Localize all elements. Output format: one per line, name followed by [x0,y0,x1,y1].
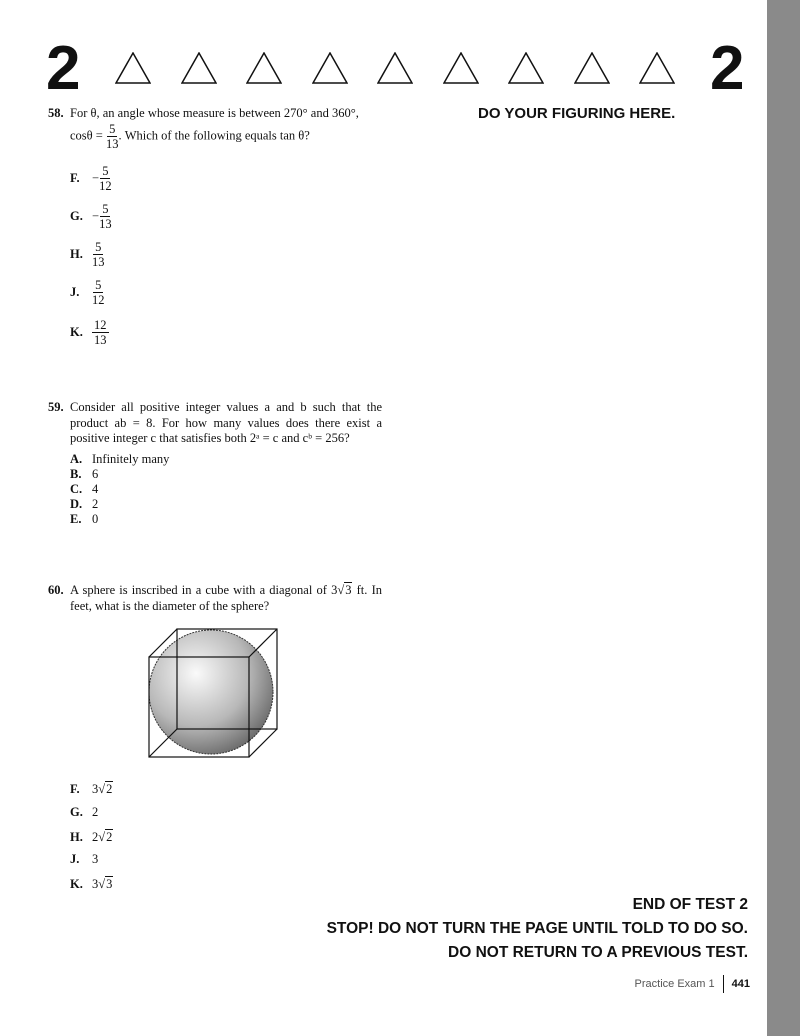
triangle-icon [508,52,544,84]
page-number: 441 [723,975,750,993]
triangle-icon [377,52,413,84]
triangle-icon [246,52,282,84]
option-value: 2 [92,829,99,844]
answer-option[interactable] [70,278,105,307]
option-text: 4 [92,482,99,496]
option-value: 3 [92,876,99,891]
answer-option[interactable] [70,805,98,820]
option-letter: K. [70,325,83,339]
answer-option[interactable] [70,452,169,467]
option-text: 0 [92,512,99,526]
option-value: 2 [92,805,99,819]
triangle-icon [639,52,675,84]
page-edge-bar [767,0,800,1036]
question-text: . Which of the following equals tan θ? [118,127,310,142]
fraction: $\frac{5}{12}$ [92,278,105,307]
fraction: $\frac{12}{13}$ [94,318,107,347]
fraction: $\frac{5}{13}$ [99,202,112,231]
option-letter: B. [70,467,82,481]
question-58 [48,106,382,151]
triangle-icon [574,52,610,84]
sphere-in-cube-figure [145,625,283,763]
triangle-icon [312,52,348,84]
radicand: 2 [106,830,113,844]
answer-option[interactable] [70,852,98,867]
option-letter: C. [70,482,83,496]
option-letter: F. [70,781,80,796]
option-text: 2 [92,497,99,511]
answer-option[interactable] [70,467,98,482]
option-letter: H. [70,829,83,844]
radicand: 3 [106,877,113,891]
triangle-icon [443,52,479,84]
option-text: Infinitely many [92,452,170,466]
question-number: 60. [48,583,64,597]
question-60: 60. A sphere is inscribed in a cube with a diagonal of 3√3 ft. In feet, what is the diameter of the sphere? [48,583,382,613]
option-value: 3 [92,852,99,866]
option-letter: G. [70,209,83,223]
no-return-notice: DO NOT RETURN TO A PREVIOUS TEST. [448,944,748,961]
figuring-label: DO YOUR FIGURING HERE. [478,105,676,122]
question-text: ft. In feet, what is the diameter of the sphere? [70,583,382,613]
question-number: 59. [48,400,64,414]
triangle-icon [115,52,151,84]
option-text: 6 [92,467,99,481]
option-letter: F. [70,171,80,185]
answer-option[interactable] [70,512,98,527]
fraction: $\frac{5}{13}$ [105,121,119,151]
answer-option[interactable] [70,497,98,512]
question-text: For θ, an angle whose measure is between 270° and 360°, [70,106,359,120]
answer-option[interactable]: H. 2 √ 2 [70,829,113,844]
answer-option[interactable] [70,240,105,269]
fraction: $\frac{5}{12}$ [99,164,112,193]
section-number-right: 2 [710,34,745,103]
radicand: 3 [345,583,352,597]
question-59 [48,400,382,447]
answer-option[interactable] [70,164,112,193]
option-letter: J. [70,852,80,866]
footer-label: Practice Exam 1 [634,978,715,990]
answer-option[interactable] [70,482,98,497]
question-text: Consider all positive integer values a and b such that the product ab = 8. For how many values does there exist a positive integer c that satisfies both 2ᵃ = c and cᵇ = 256? [70,400,382,445]
option-value: 3 [92,781,99,796]
answer-option[interactable] [70,202,112,231]
stop-notice: STOP! DO NOT TURN THE PAGE UNTIL TOLD TO DO SO. [326,920,748,937]
question-number: 58. [48,106,64,120]
cos-expression: cosθ = [70,127,103,142]
triangle-icon [181,52,217,84]
fraction: $\frac{5}{13}$ [92,240,105,269]
option-letter: A. [70,452,83,466]
answer-option[interactable]: K. 3 √ 3 [70,876,113,891]
section-number-left: 2 [46,34,81,103]
sign: − [92,171,100,185]
end-of-test: END OF TEST 2 [632,896,748,913]
radicand: 2 [106,782,113,796]
answer-option[interactable] [70,318,109,347]
sign: − [92,209,100,223]
page-footer [635,975,750,993]
question-text: A sphere is inscribed in a cube with a diagonal of 3 [70,583,338,597]
option-letter: K. [70,876,83,891]
option-letter: H. [70,247,83,261]
answer-option[interactable]: F. 3 √ 2 [70,781,113,796]
option-letter: E. [70,512,82,526]
option-letter: D. [70,497,83,511]
option-letter: G. [70,805,83,819]
option-letter: J. [70,285,80,299]
